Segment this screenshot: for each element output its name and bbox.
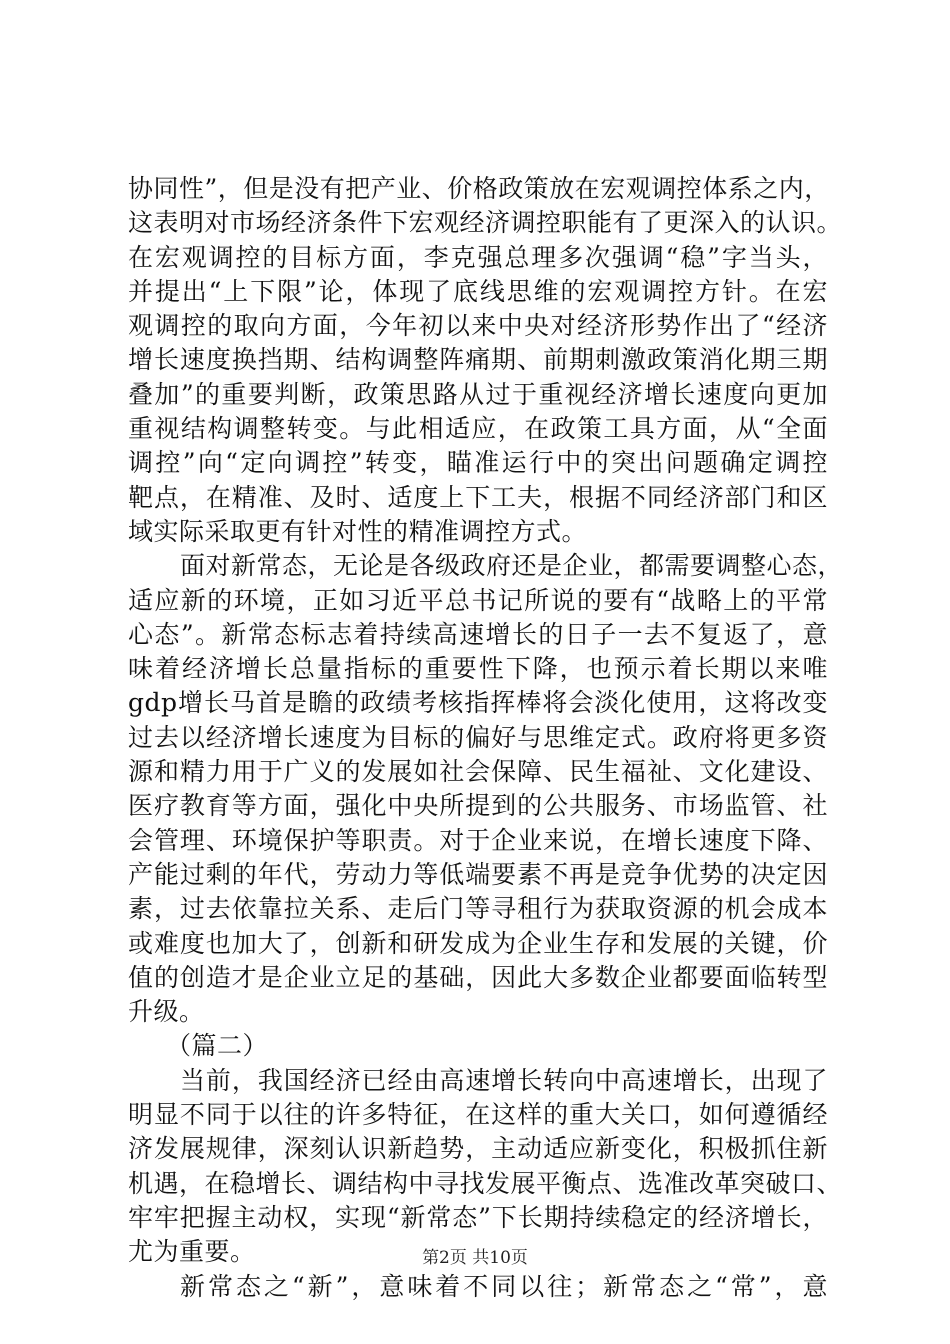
page-footer: 第2页 共10页 [422,1248,528,1268]
section-heading: （篇二） [166,1031,269,1061]
text-line: 调控”向“定向调控”转变，瞄准运行中的突出问题确定调控 [128,448,828,478]
text-line: 在宏观调控的目标方面，李克强总理多次强调“稳”字当头， [128,242,828,272]
text-line: 医疗教育等方面，强化中央所提到的公共服务、市场监管、社 [128,791,828,821]
text-line: 过去以经济增长速度为目标的偏好与思维定式。政府将更多资 [128,722,828,752]
text-line: 靶点，在精准、及时、适度上下工夫，根据不同经济部门和区 [128,482,828,512]
text-line: 值的创造才是企业立足的基础，因此大多数企业都要面临转型 [128,962,828,992]
text-line: 或难度也加大了，创新和研发成为企业生存和发展的关键，价 [128,928,828,958]
text-line: 这表明对市场经济条件下宏观经济调控职能有了更深入的认识。 [128,208,843,238]
text-line: 升级。 [128,997,205,1027]
text-line: 味着经济增长总量指标的重要性下降，也预示着长期以来唯 [128,654,828,684]
text-line: 素，过去依靠拉关系、走后门等寻租行为获取资源的机会成本 [128,894,828,924]
text-line: 增长速度换挡期、结构调整阵痛期、前期刺激政策消化期三期 [128,345,828,375]
text-line: 重视结构调整转变。与此相适应，在政策工具方面，从“全面 [128,414,828,444]
text-line: 并提出“上下限”论，体现了底线思维的宏观调控方针。在宏 [128,276,828,306]
body-text [128,172,844,1304]
text-line: 当前，我国经济已经由高速增长转向中高速增长，出现了 [180,1065,828,1095]
text-line: 明显不同于以往的许多特征，在这样的重大关口，如何遵循经 [128,1100,828,1130]
text-line: 尤为重要。 [128,1237,256,1267]
text-line: 济发展规律，深刻认识新趋势，主动适应新变化，积极抓住新 [128,1134,828,1164]
text-line: 叠加”的重要判断，政策思路从过于重视经济增长速度向更加 [128,379,828,409]
text-line: 心态”。新常态标志着持续高速增长的日子一去不复返了，意 [128,619,828,649]
text-line: 源和精力用于广义的发展如社会保障、民生福祉、文化建设、 [128,757,828,787]
text-line: 面对新常态，无论是各级政府还是企业，都需要调整心态， [180,551,844,581]
text-line: 新常态之“新”，意味着不同以往；新常态之“常”，意 [180,1271,828,1301]
text-line: gdp增长马首是瞻的政绩考核指挥棒将会淡化使用，这将改变 [128,688,828,718]
text-line: 牢牢把握主动权，实现“新常态”下长期持续稳定的经济增长， [128,1202,828,1232]
text-line: 协同性”，但是没有把产业、价格政策放在宏观调控体系之内， [128,174,830,203]
text-line: 域实际采取更有针对性的精准调控方式。 [128,516,588,546]
text-line: 机遇，在稳增长、调结构中寻找发展平衡点、选准改革突破口、 [128,1168,843,1198]
text-line: 适应新的环境，正如习近平总书记所说的要有“战略上的平常 [128,585,828,615]
text-line: 会管理、环境保护等职责。对于企业来说，在增长速度下降、 [128,825,828,855]
text-line: 观调控的取向方面，今年初以来中央对经济形势作出了“经济 [128,311,828,341]
text-line: 产能过剩的年代，劳动力等低端要素不再是竞争优势的决定因 [128,859,828,889]
